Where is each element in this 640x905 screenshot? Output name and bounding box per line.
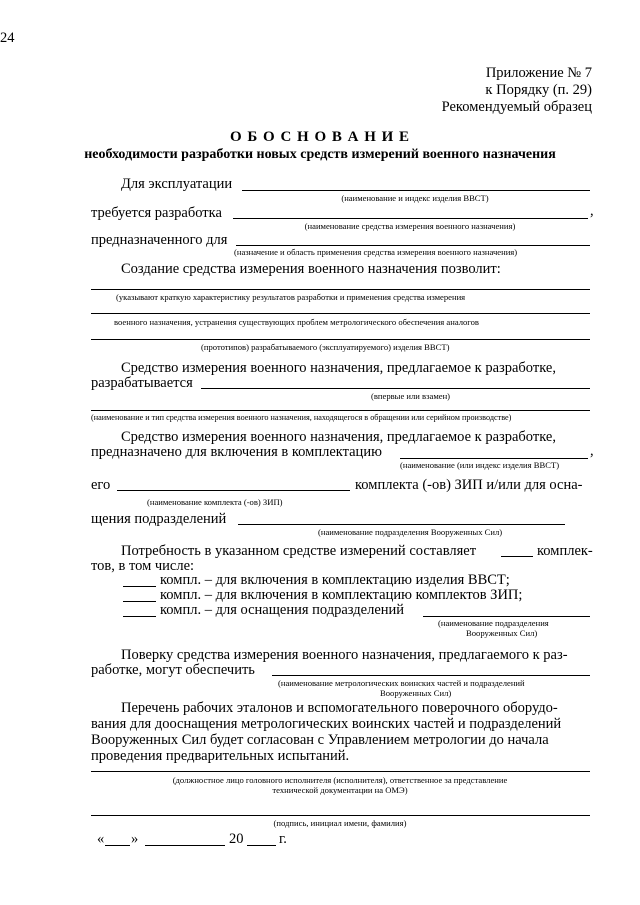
units-label: щения подразделений xyxy=(91,511,227,527)
complect-field-line xyxy=(400,458,588,459)
signature-field-line xyxy=(91,815,590,816)
verify-hint-2: Вооруженных Сил) xyxy=(380,688,452,698)
developed-hint-2: (наименование и тип средства измерения военного назначения, находящегося в обращении или серийном производстве) xyxy=(91,413,512,422)
need-text-c: тов, в том числе: xyxy=(91,558,195,574)
list-text-line-1: Перечень рабочих эталонов и вспомогательного поверочного оборудо- xyxy=(121,700,558,716)
creation-hint-1: (указывают краткую характеристику результатов разработки и применения средства измерения xyxy=(116,292,466,302)
need-item-1: компл. – для включения в комплектацию изделия ВВСТ; xyxy=(160,572,510,588)
date-day-line xyxy=(105,845,130,846)
zip-his-label: его xyxy=(91,477,111,493)
creation-field-line-2 xyxy=(91,313,590,314)
date-close-quote: » xyxy=(131,831,139,847)
page-number: 24 xyxy=(0,30,15,46)
document-title: О Б О С Н О В А Н И Е xyxy=(229,129,411,145)
list-text-line-2: вания для дооснащения метрологических воинских частей и подразделений xyxy=(91,716,562,732)
need-text-a: Потребность в указанном средстве измерений составляет xyxy=(121,543,477,559)
development-hint: (наименование средства измерения военного назначения) xyxy=(304,221,516,231)
development-comma: , xyxy=(590,203,594,219)
official-field-line xyxy=(91,771,590,772)
date-suffix: г. xyxy=(279,831,287,847)
creation-text: Создание средства измерения военного назначения позволит: xyxy=(121,261,501,277)
zip-field-line xyxy=(117,490,350,491)
development-field-line xyxy=(233,218,588,219)
verify-label: работке, могут обеспечить xyxy=(91,662,255,678)
units-field-line xyxy=(238,524,565,525)
verify-field-line xyxy=(272,675,590,676)
development-label: требуется разработка xyxy=(91,205,222,221)
need-item-3: компл. – для оснащения подразделений xyxy=(160,602,405,618)
official-hint-1: (должностное лицо головного исполнителя (исполнителя), ответственное за представление xyxy=(172,775,508,785)
need-count-line xyxy=(501,556,533,557)
complect-label: предназначено для включения в комплектацию xyxy=(91,444,382,460)
exploitation-field-line xyxy=(242,190,590,191)
date-month-line xyxy=(145,845,225,846)
creation-field-line-3 xyxy=(91,339,590,340)
exploitation-label: Для эксплуатации xyxy=(121,176,233,192)
exploitation-hint: (наименование и индекс изделия ВВСТ) xyxy=(341,193,489,203)
complect-text-line-1: Средство измерения военного назначения, предлагаемое к разработке, xyxy=(121,429,556,445)
developed-hint: (впервые или взамен) xyxy=(371,391,451,401)
developed-field-line xyxy=(201,388,590,389)
units-hint: (наименование подразделения Вооруженных Сил) xyxy=(318,527,503,537)
signature-hint: (подпись, инициал имени, фамилия) xyxy=(273,818,407,828)
developed-label: разрабатывается xyxy=(91,375,193,391)
creation-field-line-1 xyxy=(91,289,590,290)
need-text-b: комплек- xyxy=(537,543,593,559)
need-item-3-hint-2: Вооруженных Сил) xyxy=(466,628,538,638)
developed-text-line-1: Средство измерения военного назначения, предлагаемое к разработке, xyxy=(121,360,556,376)
list-text-line-3: Вооруженных Сил будет согласован с Управлением метрологии до начала xyxy=(91,732,549,748)
list-text-line-4: проведения предварительных испытаний. xyxy=(91,748,350,764)
official-hint-2: технической документации на ОМЭ) xyxy=(272,785,408,795)
need-item-1-line xyxy=(123,586,156,587)
appendix-number: Приложение № 7 xyxy=(485,65,592,81)
complect-hint: (наименование (или индекс изделия ВВСТ) xyxy=(400,460,560,470)
date-year-prefix: 20 xyxy=(229,831,244,847)
verify-text-line-1: Поверку средства измерения военного назначения, предлагаемого к раз- xyxy=(121,647,568,663)
appendix-note: Рекомендуемый образец xyxy=(441,99,592,115)
date-year-line xyxy=(247,845,276,846)
creation-hint-3: (прототипов) разрабатываемого (эксплуатируемого) изделия ВВСТ) xyxy=(201,342,450,352)
need-item-3-line xyxy=(123,616,156,617)
date-open-quote: « xyxy=(97,831,105,847)
verify-hint-1: (наименование метрологических воинских частей и подразделений xyxy=(278,678,525,688)
need-item-3-field-line xyxy=(423,616,590,617)
complect-comma: , xyxy=(590,443,594,459)
need-item-3-hint-1: (наименование подразделения xyxy=(438,618,549,628)
intended-field-line xyxy=(236,245,590,246)
developed-field-line-2 xyxy=(91,410,590,411)
zip-hint: (наименование комплекта (-ов) ЗИП) xyxy=(147,497,283,507)
document-subtitle: необходимости разработки новых средств измерений военного назначения xyxy=(84,147,556,162)
zip-text: комплекта (-ов) ЗИП и/или для осна- xyxy=(355,477,583,493)
need-item-2-line xyxy=(123,601,156,602)
intended-label: предназначенного для xyxy=(91,232,228,248)
creation-hint-2: военного назначения, устранения существующих проблем метрологического обеспечения аналогов xyxy=(114,317,479,327)
intended-hint: (назначение и область применения средства измерения военного назначения) xyxy=(234,247,518,257)
appendix-reference: к Порядку (п. 29) xyxy=(485,82,592,98)
need-item-2: компл. – для включения в комплектацию комплектов ЗИП; xyxy=(160,587,523,603)
